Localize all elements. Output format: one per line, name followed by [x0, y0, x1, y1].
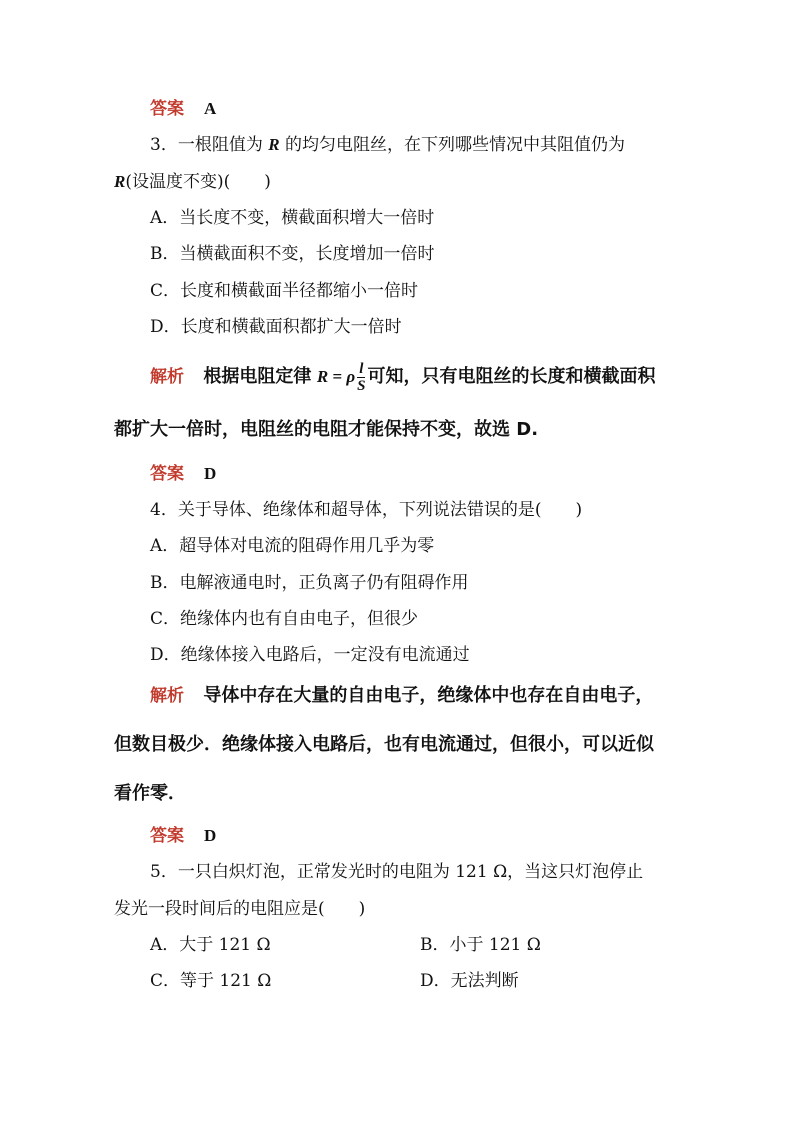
q3-option-b: B．当横截面积不变，长度增加一倍时 [150, 244, 435, 264]
q4-stem: 4．关于导体、绝缘体和超导体，下列说法错误的是( ) [150, 500, 583, 520]
formula-lhs: R = ρ [316, 367, 356, 386]
answer-value: D [204, 464, 217, 483]
q3-symbol-r-2: R [114, 172, 126, 191]
q3-stem-line2 [114, 170, 271, 194]
q4-option-b: B．电解液通电时，正负离子仍有阻碍作用 [150, 573, 469, 593]
q5-options-row1 [150, 933, 750, 957]
q4-analysis-line3: 看作零． [114, 783, 186, 804]
q3-stem-part2: 的均匀电阻丝，在下列哪些情况中其阻值仍为 [284, 135, 625, 155]
answer-value: D [204, 826, 217, 845]
q5-stem-line1: 5．一只白炽灯泡，正常发光时的电阻为 121 Ω，当这只灯泡停止 [150, 862, 644, 882]
q4-option-a: A．超导体对电流的阻碍作用几乎为零 [150, 536, 435, 556]
q4-option-d: D．绝缘体接入电路后，一定没有电流通过 [150, 645, 470, 665]
q3-stem-part3: (设温度不变)( ) [125, 172, 271, 192]
q3-stem-part1: 3．一根阻值为 [150, 135, 263, 155]
q3-option-d: D．长度和横截面积都扩大一倍时 [150, 317, 402, 337]
q3-analysis-text2: 可知，只有电阻丝的长度和横截面积 [367, 366, 656, 387]
q5-option-a: A．大于 121 Ω [150, 935, 271, 955]
q3-answer-line [150, 462, 216, 486]
answer-label: 答案 [150, 99, 184, 119]
q3-stem-line1 [150, 133, 625, 157]
q5-option-d: D．无法判断 [420, 971, 519, 991]
q5-options-row2 [150, 969, 750, 993]
q5-option-c: C．等于 121 Ω [150, 971, 272, 991]
q3-option-a: A．当长度不变，横截面积增大一倍时 [150, 208, 435, 228]
q4-analysis-line2: 但数目极少．绝缘体接入电路后，也有电流通过，但很小，可以近似 [114, 734, 654, 755]
q3-analysis-line2: 都扩大一倍时，电阻丝的电阻才能保持不变，故选 D. [114, 419, 539, 440]
q2-answer-line [150, 97, 216, 121]
formula-denominator: S [357, 378, 366, 394]
q3-symbol-r: R [268, 135, 280, 154]
formula-fraction [357, 361, 365, 394]
q3-analysis-text1: 根据电阻定律 [203, 366, 312, 387]
q5-option-b: B．小于 121 Ω [420, 935, 541, 955]
q5-stem-line2: 发光一段时间后的电阻应是( ) [114, 899, 366, 919]
answer-label: 答案 [150, 826, 184, 846]
q4-analysis-text1: 导体中存在大量的自由电子，绝缘体中也存在自由电子， [203, 685, 654, 706]
q4-option-c: C．绝缘体内也有自由电子，但很少 [150, 609, 419, 629]
q3-option-c: C．长度和横截面半径都缩小一倍时 [150, 281, 419, 301]
q4-answer-line [150, 824, 216, 848]
analysis-label: 解析 [150, 686, 184, 706]
analysis-label: 解析 [150, 367, 184, 387]
answer-label: 答案 [150, 464, 184, 484]
formula-numerator: l [357, 361, 365, 378]
q3-analysis-line1 [150, 360, 655, 394]
q4-analysis-line1 [150, 684, 653, 708]
answer-value: A [204, 99, 217, 118]
